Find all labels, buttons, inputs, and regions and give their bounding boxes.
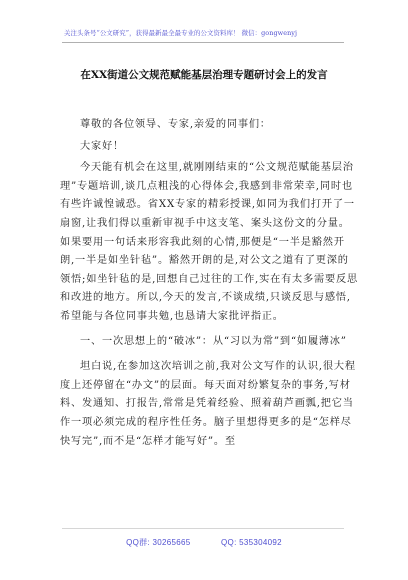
footer	[0, 537, 408, 548]
greeting: 大家好！	[80, 140, 124, 152]
footer-divider	[62, 528, 344, 529]
section-heading-1: 一、一次思想上的“破冰”：从“习以为常”到“如履薄冰”	[80, 335, 347, 347]
header-divider	[62, 42, 344, 43]
document-title: 在XX街道公文规范赋能基层治理专题研讨会上的发言	[80, 69, 328, 81]
footer-qq-group: QQ群: 30265665	[126, 538, 191, 547]
footer-qq: QQ: 535304092	[221, 538, 282, 547]
header-banner: 关注头条号“公文研究”，获得最新最全最专业的公文资料库！ 微信：gongwenyj	[64, 29, 298, 37]
paragraph-1: 今天能有机会在这里,就刚刚结束的“公文规范赋能基层治理”专题培训,谈几点粗浅的心得体会,我感到非常荣幸,同时也有些许诚惶诚恐。省XX专家的精彩授课,如同为我们打开了一扇窗,让我们得以重新审视手中这支笔、案头这份文的分量。如果要用一句话来形容我此刻的心情,那便是“一半是豁然开朗,一半是如坐针毡”。豁然开朗的是,对公文之道有了更深的领悟;如坐针毡的是,回想自己过往的工作,实在有太多需要反思和改进的地方。所以,今天的发言,不谈成绩,只谈反思与感悟,希望能与各位同事共勉,也恳请大家批评指正。	[60, 162, 358, 322]
paragraph-2: 坦白说,在参加这次培训之前,我对公文写作的认识,很大程度上还停留在“办文”的层面。每天面对纷繁复杂的事务,写材料、发通知、打报告,常常是凭着经验、照着葫芦画瓢,把它当作一项必须完成的程序性任务。脑子里想得更多的是“怎样尽快写完”,而不是“怎样才能写好”。至	[60, 361, 356, 447]
document-body	[60, 116, 358, 451]
salutation: 尊敬的各位领导、专家,亲爱的同事们：	[80, 119, 271, 130]
